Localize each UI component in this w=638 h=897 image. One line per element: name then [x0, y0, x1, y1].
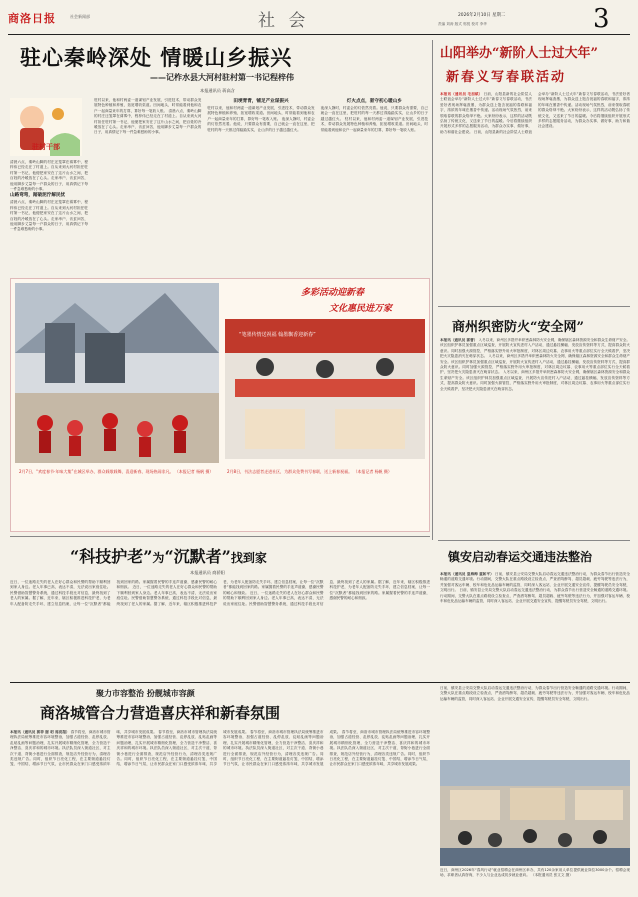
column-label-illustration — [10, 98, 82, 156]
lead-subhead-3: 灯火点点，驱守初心暖山乡 — [346, 99, 402, 104]
story4-text: 日前，镇安县公安局交警大队启动春运交通违法整治行动，为群众春节出行营造安全畅通的道路交通环境。行动期间，交警大队在重点路段设立检查点，严查酒驾醉驾、超员超载、疲劳驾驶等违法行为，并加强对客运车辆、校车和危化品运输车辆的监管，同时深入客运站、企业开展交通安全宣传，提醒驾驶员安全驾驶，文明出行。 — [440, 572, 630, 593]
calligraphy-photo — [225, 319, 425, 459]
lead-body-1: 清晨六点，秦岭山脚的村庄还笼罩在薄雾中，程梓伟已经走在了村道上。自从来到大河村担任驻村第一书记，他便把家安在了这片山水之间，把百姓的冷暖放在了心头。走家串户、访贫问苦，他用脚步丈量每一户群众的日子，用真情记下每一件急难愁盼的小事。 — [10, 160, 88, 192]
page-number: 3 — [593, 4, 610, 34]
caption-left-text: 2月7日，“欢度春节·年味大集”在城区举办，群众载歌载舞，喜迎新春，现场热闹非凡。 — [19, 469, 174, 474]
masthead-rule — [8, 34, 630, 35]
story6-body — [10, 730, 430, 892]
story4-text-c: 日前，镇安县公安局交警大队启动春运交通违法整治行动，为群众春节出行营造安全畅通的道路交通环境。行动期间，交警大队在重点路段设立检查点，严查酒驾醉驾、超员超载、疲劳驾驶等违法行为，并加强对客运车辆、校车和危化品运输车辆的监管，同时深入客运站、企业开展交通安全宣传，提醒驾驶员安全驾驶，文明出行。 — [440, 686, 630, 701]
lead-body-2b: 驻村以来，他和村两委一道谋划产业发展，引进技术，带动群众发展特色种植和养殖，拓宽增收渠道。田间地头，时常能看到他和农户一起商量来年的打算，算好每一笔收入账。 — [207, 106, 315, 121]
story6-headline: 商洛城管合力营造喜庆祥和新春氛围 — [40, 704, 281, 722]
story2-headline-2: 新春义写春联活动 — [446, 70, 567, 85]
story2-headline-1: 山阳举办“新阶人士过大年” — [440, 46, 598, 61]
story2-rule — [438, 306, 630, 307]
banner-text: “笔墨传情送祝福 翰墨飘香迎新春” — [239, 332, 316, 338]
job-fair-photo — [440, 760, 630, 866]
story5-text-c: 近日，一位迷路走失的老人在好心群众和民警的帮助下顺利回到家人身边。老人年事已高，表达不清，无法说出家庭住址。民警借助智慧警务系统，通过科技手段比对信息，最终找到了老人的家属。据了解，近年来，辖区积极推进科技护老，为老年人配备防走失手环，建立信息档案，让每一位“沉默者”都能找到回家的路。家属握着民警的手连声道谢，感谢民警的耐心和细致。 — [223, 580, 430, 606]
story5-byline: 本报通讯员 商骄阳 — [190, 570, 225, 575]
story6-byline: 本报讯（通讯员 郭菲 谢 玥 周亮超） — [10, 730, 70, 734]
caption-right-credit: （本报记者 杨帆 摄） — [353, 469, 392, 474]
lead-body-2: 驻村以来，他和村两委一道谋划产业发展，引进技术，带动群众发展特色种植和养殖，拓宽增收渠道。田间地头，时常能看到他和农户一起商量来年的打算，算好每一笔收入账。 — [94, 98, 202, 113]
story6-text-b: 春节将至，商洛市城市管理执法局统筹推进市容环境整治，加强占道经营、乱停乱放、乱贴乱画等问题治理，扎实开展城市精细化管理，全力营造干净整洁、喜庆祥和的城市环境。执法队员深入街道社区，对主次干道、背街小巷进行全面排查，规范店外经营行为，清理各类违规广告。同时，组织节日亮化工程，在主要街道悬挂灯笼、中国结，增添节日气氛，让市民群众在家门口感受浓浓年味，共享城市发展成果。 — [116, 730, 249, 767]
job-fair-caption-credit: （本报通讯员 张文文 摄） — [531, 873, 573, 878]
story3-text-b: 入冬以来，商州区多措并举织密森林防火安全网，确保辖区森林资源安全和群众生命财产安全。该区组织护林员加强重点区域巡查，开展防火宣传进村入户活动，通过悬挂横幅、发放宣传资料等方式，提高群众防火意识。同时加强火源管控，严格落实野外用火审批制度，对林区周边坟墓、农事用火等重点部位实行全天候看护，坚决把火灾隐患消灭在萌芽状态。 — [440, 354, 630, 375]
photo-caption-right — [227, 469, 425, 529]
lead-headline: 驻心秦岭深处 情暖山乡振兴 — [20, 45, 293, 70]
photo-feature — [10, 278, 430, 532]
lead-subhead-1: 山路弯弯，踏破泥泞解民忧 — [10, 193, 66, 199]
caption-left-credit: （本报记者 杨帆 摄） — [174, 469, 214, 474]
photo-feature-title-1: 多彩活动迎新春 — [301, 288, 365, 298]
story5-top-rule — [10, 536, 430, 537]
column-divider-vertical — [432, 40, 433, 540]
caption-right-text: 2月8日，书法志愿者走进社区，为群众免费书写春联，送上新春祝福。 — [227, 469, 353, 474]
lead-subtitle: ——记柞水县大河村驻村第一书记程梓伟 — [150, 73, 294, 82]
story6-text: 春节将至，商洛市城市管理执法局统筹推进市容环境整治，加强占道经营、乱停乱放、乱贴乱画等问题治理，扎实开展城市精细化管理，全力营造干净整洁、喜庆祥和的城市环境。执法队员深入街道社区，对主次干道、背街小巷进行全面排查，规范店外经营行为，清理各类违规广告。同时，组织节日亮化工程，在主要街道悬挂灯笼、中国结，增添节日气氛，让市民群众在家门口感受浓浓年味，共享城市发展成果。 — [10, 730, 157, 767]
story6-text-c: 春节将至，商洛市城市管理执法局统筹推进市容环境整治，加强占道经营、乱停乱放、乱贴乱画等问题治理，扎实开展城市精细化管理，全力营造干净整洁、喜庆祥和的城市环境。执法队员深入街道社区，对主次干道、背街小巷进行全面排查，规范店外经营行为，清理各类违规广告。同时，组织节日亮化工程，在主要街道悬挂灯笼、中国结，增添节日气氛，让市民群众在家门口感受浓浓年味，共享城市发展成果。 — [223, 730, 341, 767]
story4-headline: 镇安启动春运交通违法整治 — [448, 550, 593, 564]
job-fair-caption-text: 近日，商州区2026年“春风行动”就业招聘会在商州区举办，共有120余家用人单位提供就业岗位3000余个。招聘会现场，求职者认真咨询，不少人与企业达成初步就业意向。 — [440, 868, 630, 878]
story3-rule — [438, 540, 630, 541]
column-label: 驻村干部 — [32, 143, 60, 151]
story5-headline — [70, 544, 267, 567]
lead-subhead-2: 田埂青青，铺足产业谋振兴 — [233, 99, 289, 104]
story2-text-b: 日前，山阳县新的社会阶层人士联谊会举办“新阶人士过大年”新春义写春联活动，书法爱好者现场挥毫泼墨，为群众送上饱含祝福的春联和福字，浓浓的年味在墨香中传递。活动现场气氛热烈，前来领取春联的群众络绎不绝。大家纷纷表示，这样的活动既弘扬了传统文化，又送来了节日的温暖。今后将继续组织开展形式多样的志愿服务活动，为群众办实事、做好事，助力和谐社会建设。 — [473, 92, 630, 134]
story6-top-rule — [10, 682, 630, 683]
story3-text-c: 入冬以来，商州区多措并举织密森林防火安全网，确保辖区森林资源安全和群众生命财产安全。该区组织护林员加强重点区域巡查，开展防火宣传进村入户活动，通过悬挂横幅、发放宣传资料等方式，提高群众防火意识。同时加强火源管控，严格落实野外用火审批制度，对林区周边坟墓、农事用火等重点部位实行全天候看护，坚决把火灾隐患消灭在萌芽状态。 — [440, 370, 630, 391]
story6-kicker: 聚力市容整治 扮靓城市容颜 — [96, 689, 195, 698]
story5-headline-1: “科技护老” — [70, 547, 153, 566]
lead-body-1b: 清晨六点，秦岭山脚的村庄还笼罩在薄雾中，程梓伟已经走在了村道上。自从来到大河村担任驻村第一书记，他便把家安在了这片山水之间，把百姓的冷暖放在了心头。走家串户、访贫问苦，他用脚步丈量每一户群众的日子，用真情记下每一件急难愁盼的小事。 — [10, 200, 88, 232]
story5-headline-3: 找到家 — [230, 551, 267, 565]
lead-body-2c: 驻村以来，他和村两委一道谋划产业发展，引进技术，带动群众发展特色种植和养殖，拓宽增收渠道。田间地头，时常能看到他和农户一起商量来年的打算，算好每一笔收入账。 — [320, 116, 428, 132]
section-line: 社会新闻部 — [70, 14, 90, 19]
story5-headline-mid: 为 — [152, 551, 165, 565]
lead-body-cols — [94, 98, 428, 272]
job-fair-image — [440, 760, 630, 866]
photo-right — [225, 319, 425, 459]
masthead — [8, 4, 630, 34]
story4-text-b: 日前，镇安县公安局交警大队启动春运交通违法整治行动，为群众春节出行营造安全畅通的道路交通环境。行动期间，交警大队在重点路段设立检查点，严查酒驾醉驾、超员超载、疲劳驾驶等违法行为，并加强对客运车辆、校车和危化品运输车辆的监管，同时深入客运站、企业开展交通安全宣传，提醒驾驶员安全驾驶，文明出行。 — [440, 588, 630, 604]
photo-left — [15, 283, 219, 463]
photo-feature-title-2: 文化惠民进万家 — [329, 304, 393, 314]
newspaper-logo: 商洛日报 — [8, 12, 56, 25]
lead-body-col1 — [10, 160, 88, 272]
story4-body — [440, 572, 630, 678]
story4-byline: 本报讯（通讯员 夏海梅 童和平） — [440, 572, 494, 576]
lead-body-3b: 夜深人静时，村委会的灯依然亮着。他说，只要群众有需要，自己就会一直在这里，把驻村的每一天都过得踏踏实实，让山乡的日子越过越红火。 — [320, 106, 428, 121]
story5-headline-2: “沉默者” — [164, 547, 231, 566]
story6-text-d: 春节将至，商洛市城市管理执法局统筹推进市容环境整治，加强占道经营、乱停乱放、乱贴乱画等问题治理，扎实开展城市精细化管理，全力营造干净整洁、喜庆祥和的城市环境。执法队员深入街道社区，对主次干道、背街小巷进行全面排查，规范店外经营行为，清理各类违规广告。同时，组织节日亮化工程，在主要街道悬挂灯笼、中国结，增添节日气氛，让市民群众在家门口感受浓浓年味，共享城市发展成果。 — [329, 730, 430, 767]
lead-body-1c: 清晨六点，秦岭山脚的村庄还笼罩在薄雾中，程梓伟已经走在了村道上。自从来到大河村担任驻村第一书记，他便把家安在了这片山水之间，把百姓的冷暖放在了心头。走家串户、访贫问苦，他用脚步丈量每一户群众的日子，用真情记下每一件急难愁盼的小事。 — [94, 108, 202, 135]
lead-byline: 本报通讯员 蒋高含 — [200, 88, 235, 93]
story4-continuation — [440, 686, 630, 756]
story2-body — [440, 92, 630, 300]
story5-text-b: 近日，一位迷路走失的老人在好心群众和民警的帮助下顺利回到家人身边。老人年事已高，表达不清，无法说出家庭住址。民警借助智慧警务系统，通过科技手段比对信息，最终找到了老人的家属。据了解，近年来，辖区积极推进科技护老，为老年人配备防走失手环，建立信息档案，让每一位“沉默者”都能找到回家的路。家属握着民警的手连声道谢，感谢民警的耐心和细致。 — [116, 580, 324, 606]
photo-caption-left — [19, 469, 219, 529]
story5-text: 近日，一位迷路走失的老人在好心群众和民警的帮助下顺利回到家人身边。老人年事已高，表达不清，无法说出家庭住址。民警借助智慧警务系统，通过科技手段比对信息，最终找到了老人的家属。据了解，近年来，辖区积极推进科技护老，为老年人配备防走失手环，建立信息档案，让每一位“沉默者”都能找到回家的路。家属握着民警的手连声道谢，感谢民警的耐心和细致。 — [10, 580, 217, 606]
issue-date: 2026年2月10日 星期二 — [458, 13, 506, 18]
story3-body — [440, 338, 630, 534]
festival-dance-photo — [15, 283, 219, 463]
story2-text: 日前，山阳县新的社会阶层人士联谊会举办“新阶人士过大年”新春义写春联活动，书法爱好者现场挥毫泼墨，为群众送上饱含祝福的春联和福字，浓浓的年味在墨香中传递。活动现场气氛热烈，前来领取春联的群众络绎不绝。大家纷纷表示，这样的活动既弘扬了传统文化，又送来了节日的温暖。今后将继续组织开展形式多样的志愿服务活动，为群众办实事、做好事，助力和谐社会建设。 — [440, 92, 532, 134]
story2-byline: 本报讯（通讯员 毛加斌） — [440, 92, 483, 96]
job-fair-caption — [440, 868, 630, 894]
story5-body — [10, 580, 430, 678]
lead-body-3: 夜深人静时，村委会的灯依然亮着。他说，只要群众有需要，自己就会一直在这里，把驻村的每一天都过得踏踏实实，让山乡的日子越过越红火。 — [207, 116, 315, 132]
story3-byline: 本报讯（通讯员 郭曹） — [440, 338, 478, 342]
story3-text: 入冬以来，商州区多措并举织密森林防火安全网，确保辖区森林资源安全和群众生命财产安全。该区组织护林员加强重点区域巡查，开展防火宣传进村入户活动，通过悬挂横幅、发放宣传资料等方式，提高群众防火意识。同时加强火源管控，严格落实野外用火审批制度，对林区周边坟墓、农事用火等重点部位实行全天候看护，坚决把火灾隐患消灭在萌芽状态。 — [440, 338, 630, 359]
story3-headline: 商州织密防火“安全网” — [452, 320, 584, 335]
editor-line: 责编 刘涛 版式 郭悦 校对 李华 — [438, 22, 487, 26]
section-title: 社 会 — [258, 11, 310, 31]
